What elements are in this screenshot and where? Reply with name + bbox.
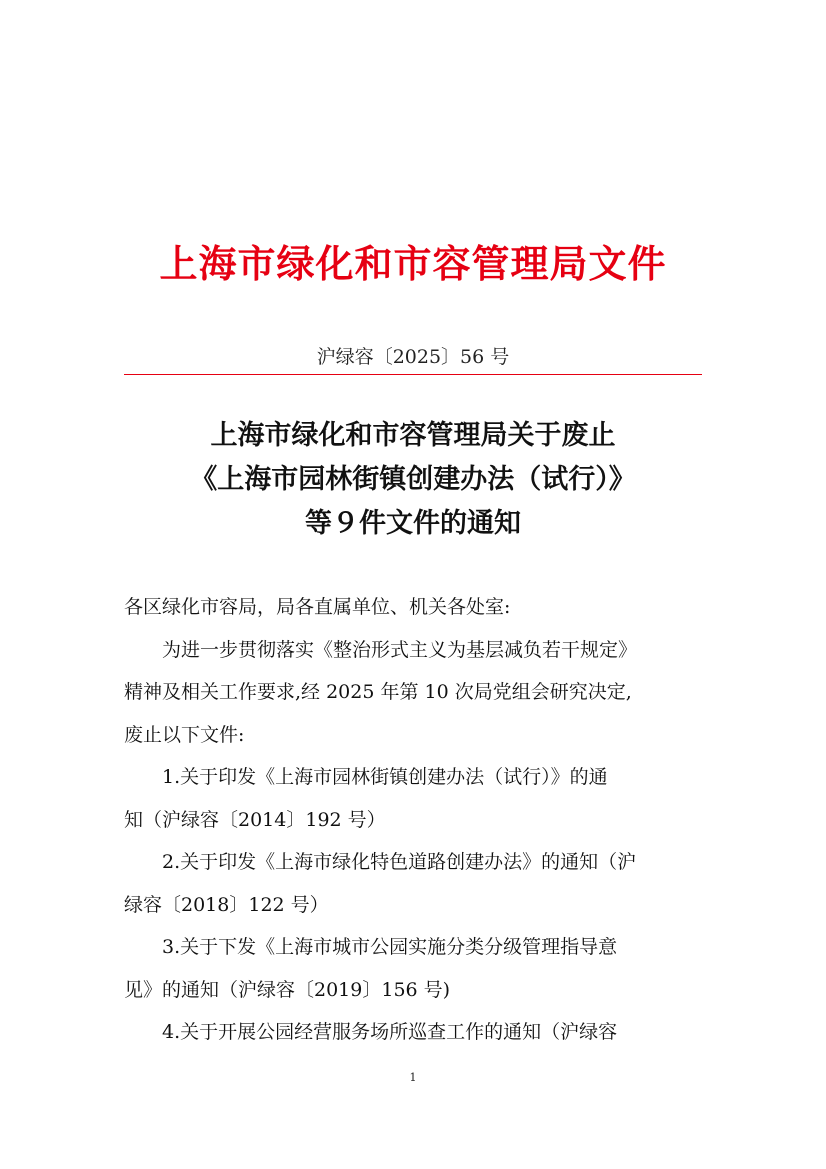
list-item-4: 4.关于开展公园经营服务场所巡查工作的通知（沪绿容 bbox=[162, 1021, 618, 1043]
list-item-2: 2.关于印发《上海市绿化特色道路创建办法》的通知（沪 bbox=[162, 851, 637, 873]
body-line: 精神及相关工作要求,经 2025 年第 10 次局党组会研究决定, bbox=[124, 681, 632, 703]
page-number: 1 bbox=[409, 1071, 417, 1084]
list-item-3: 3.关于下发《上海市城市公园实施分类分级管理指导意 bbox=[162, 936, 618, 958]
list-item-3-cont: 见》的通知（沪绿容〔2019〕156 号) bbox=[124, 978, 451, 1001]
notice-title-line-2: 《上海市园林街镇创建办法（试行）》 bbox=[190, 464, 636, 495]
document-number: 沪绿容〔2025〕56 号 bbox=[316, 346, 510, 368]
body-line: 为进一步贯彻落实《整治形式主义为基层减负若干规定》 bbox=[162, 638, 638, 661]
list-item-1: 1.关于印发《上海市园林街镇创建办法（试行）》的通 bbox=[162, 766, 608, 788]
notice-title-line-3: 等９件文件的通知 bbox=[305, 508, 521, 539]
agency-title: 上海市绿化和市容管理局文件 bbox=[159, 241, 667, 286]
salutation: 各区绿化市容局，局各直属单位、机关各处室: bbox=[124, 596, 511, 618]
notice-title-line-1: 上海市绿化和市容管理局关于废止 bbox=[210, 420, 616, 451]
notice-body bbox=[124, 586, 704, 1054]
notice-title bbox=[0, 414, 826, 546]
red-divider-line bbox=[124, 374, 702, 375]
list-item-2-cont: 绿容〔2018〕122 号） bbox=[124, 893, 329, 916]
list-item-1-cont: 知（沪绿容〔2014〕192 号） bbox=[124, 808, 386, 831]
body-line: 废止以下文件: bbox=[124, 723, 245, 746]
